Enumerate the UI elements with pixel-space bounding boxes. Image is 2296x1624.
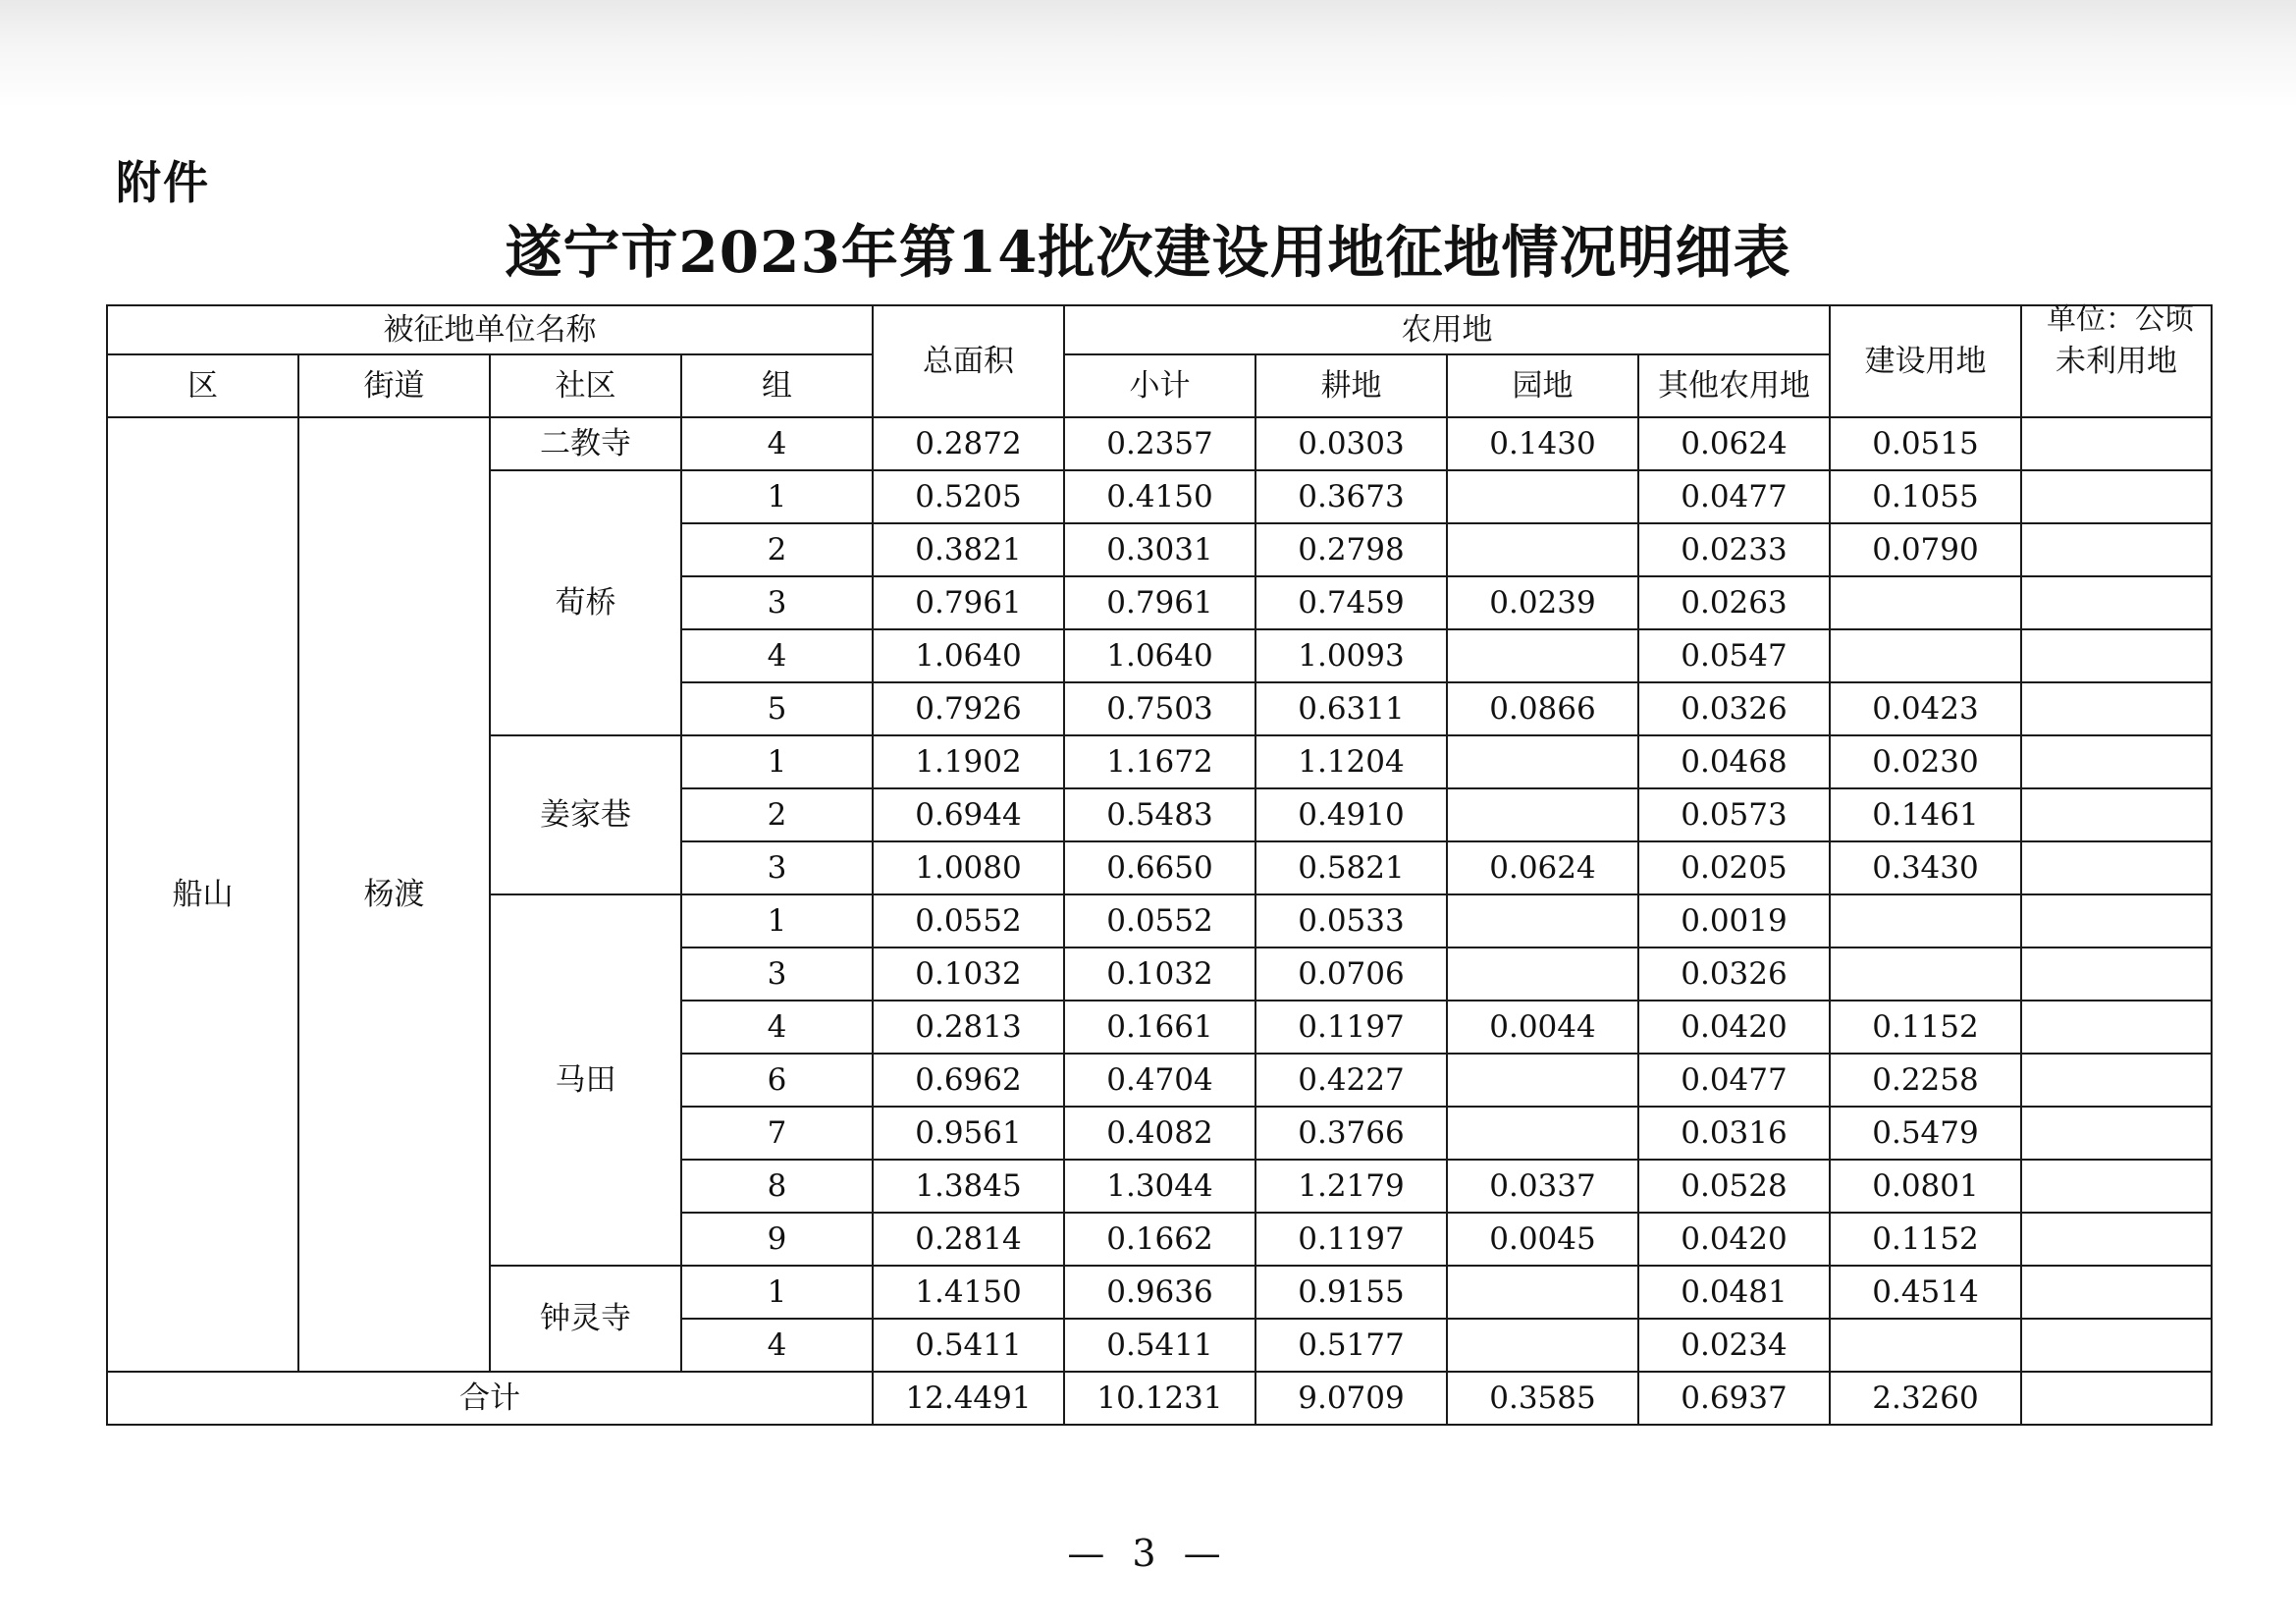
cell-subtotal: 0.5483 [1064,788,1255,841]
cell-other-farmland: 0.0019 [1638,894,1830,947]
cell-unused [2021,1160,2212,1213]
cell-other-farmland: 0.0316 [1638,1107,1830,1160]
cell-construction [1830,947,2021,1001]
cell-total-area: 1.4150 [873,1266,1064,1319]
cell-cultivated: 0.0303 [1255,417,1447,470]
community-cell: 钟灵寺 [490,1266,681,1372]
cell-total-area: 0.2872 [873,417,1064,470]
cell-cultivated: 0.4227 [1255,1054,1447,1107]
totals-unused [2021,1372,2212,1425]
cell-group: 8 [681,1160,873,1213]
cell-subtotal: 0.7961 [1064,576,1255,629]
header-street: 街道 [298,354,490,417]
cell-other-farmland: 0.0234 [1638,1319,1830,1372]
cell-garden: 0.1430 [1447,417,1638,470]
cell-other-farmland: 0.0420 [1638,1213,1830,1266]
cell-group: 3 [681,947,873,1001]
cell-unused [2021,682,2212,735]
cell-group: 2 [681,788,873,841]
cell-garden [1447,735,1638,788]
cell-cultivated: 0.5177 [1255,1319,1447,1372]
cell-total-area: 1.0080 [873,841,1064,894]
cell-unused [2021,1001,2212,1054]
cell-group: 5 [681,682,873,735]
cell-unused [2021,1213,2212,1266]
cell-total-area: 0.2813 [873,1001,1064,1054]
cell-construction [1830,894,2021,947]
cell-group: 6 [681,1054,873,1107]
cell-subtotal: 0.0552 [1064,894,1255,947]
unit-note: 单位：公顷 [2047,302,2194,337]
cell-cultivated: 0.9155 [1255,1266,1447,1319]
cell-total-area: 0.3821 [873,523,1064,576]
header-garden: 园地 [1447,354,1638,417]
cell-unused [2021,1054,2212,1107]
cell-garden [1447,1266,1638,1319]
cell-subtotal: 0.1661 [1064,1001,1255,1054]
cell-subtotal: 0.6650 [1064,841,1255,894]
cell-total-area: 0.5205 [873,470,1064,523]
cell-total-area: 0.1032 [873,947,1064,1001]
header-unused: 未利用地 [2021,305,2212,417]
cell-unused [2021,894,2212,947]
cell-garden [1447,947,1638,1001]
cell-subtotal: 0.4082 [1064,1107,1255,1160]
cell-garden: 0.0044 [1447,1001,1638,1054]
cell-total-area: 0.7926 [873,682,1064,735]
cell-total-area: 1.3845 [873,1160,1064,1213]
cell-garden: 0.0239 [1447,576,1638,629]
table-body [107,417,2212,1372]
cell-cultivated: 0.4910 [1255,788,1447,841]
cell-construction [1830,1319,2021,1372]
land-acquisition-table [106,304,2213,1426]
cell-subtotal: 1.3044 [1064,1160,1255,1213]
cell-cultivated: 0.6311 [1255,682,1447,735]
cell-group: 1 [681,470,873,523]
cell-construction: 0.1152 [1830,1213,2021,1266]
cell-other-farmland: 0.0477 [1638,470,1830,523]
cell-group: 1 [681,894,873,947]
cell-garden [1447,629,1638,682]
cell-other-farmland: 0.0547 [1638,629,1830,682]
cell-cultivated: 1.1204 [1255,735,1447,788]
cell-unused [2021,735,2212,788]
header-other-farmland: 其他农用地 [1638,354,1830,417]
cell-subtotal: 0.1662 [1064,1213,1255,1266]
attachment-label: 附件 [116,156,210,209]
header-total-area: 总面积 [873,305,1064,417]
community-cell: 二教寺 [490,417,681,470]
header-construction: 建设用地 [1830,305,2021,417]
totals-label: 合计 [107,1372,873,1425]
cell-construction: 0.1055 [1830,470,2021,523]
cell-unused [2021,470,2212,523]
cell-subtotal: 0.7503 [1064,682,1255,735]
header-subtotal: 小计 [1064,354,1255,417]
cell-garden [1447,1107,1638,1160]
header-group: 组 [681,354,873,417]
cell-subtotal: 1.0640 [1064,629,1255,682]
community-cell: 马田 [490,894,681,1266]
cell-other-farmland: 0.0481 [1638,1266,1830,1319]
header-community: 社区 [490,354,681,417]
totals-row [107,1372,2212,1425]
cell-subtotal: 0.5411 [1064,1319,1255,1372]
cell-construction: 0.0423 [1830,682,2021,735]
header-cultivated: 耕地 [1255,354,1447,417]
cell-cultivated: 0.0706 [1255,947,1447,1001]
totals-subtotal: 10.1231 [1064,1372,1255,1425]
cell-subtotal: 0.1032 [1064,947,1255,1001]
cell-group: 3 [681,576,873,629]
page-number: — 3 — [1067,1532,1229,1575]
totals-cultivated: 9.0709 [1255,1372,1447,1425]
cell-total-area: 0.6944 [873,788,1064,841]
header-row-1 [107,305,2212,354]
community-cell: 荀桥 [490,470,681,735]
cell-other-farmland: 0.0233 [1638,523,1830,576]
district-cell: 船山 [107,417,298,1372]
cell-cultivated: 1.2179 [1255,1160,1447,1213]
cell-other-farmland: 0.0420 [1638,1001,1830,1054]
cell-other-farmland: 0.0326 [1638,947,1830,1001]
cell-garden [1447,1054,1638,1107]
cell-cultivated: 0.1197 [1255,1001,1447,1054]
cell-garden [1447,523,1638,576]
table-row [107,417,2212,470]
cell-unused [2021,417,2212,470]
cell-unused [2021,947,2212,1001]
totals-construction: 2.3260 [1830,1372,2021,1425]
cell-unused [2021,576,2212,629]
cell-group: 1 [681,1266,873,1319]
cell-garden [1447,470,1638,523]
header-district: 区 [107,354,298,417]
cell-subtotal: 0.3031 [1064,523,1255,576]
cell-garden [1447,788,1638,841]
cell-unused [2021,1319,2212,1372]
cell-other-farmland: 0.0477 [1638,1054,1830,1107]
scan-shade [0,0,2296,108]
cell-other-farmland: 0.0624 [1638,417,1830,470]
cell-group: 3 [681,841,873,894]
cell-construction: 0.0230 [1830,735,2021,788]
cell-cultivated: 0.3766 [1255,1107,1447,1160]
cell-total-area: 0.5411 [873,1319,1064,1372]
cell-construction: 0.4514 [1830,1266,2021,1319]
cell-subtotal: 0.9636 [1064,1266,1255,1319]
cell-garden: 0.0337 [1447,1160,1638,1213]
cell-total-area: 0.7961 [873,576,1064,629]
cell-construction: 0.0515 [1830,417,2021,470]
cell-group: 4 [681,417,873,470]
cell-construction: 0.5479 [1830,1107,2021,1160]
cell-total-area: 0.2814 [873,1213,1064,1266]
cell-unused [2021,788,2212,841]
cell-subtotal: 0.2357 [1064,417,1255,470]
cell-unused [2021,1266,2212,1319]
cell-construction: 0.0790 [1830,523,2021,576]
cell-unused [2021,841,2212,894]
cell-subtotal: 0.4704 [1064,1054,1255,1107]
cell-garden: 0.0045 [1447,1213,1638,1266]
cell-subtotal: 1.1672 [1064,735,1255,788]
cell-unused [2021,523,2212,576]
cell-garden: 0.0866 [1447,682,1638,735]
cell-total-area: 1.0640 [873,629,1064,682]
cell-unused [2021,1107,2212,1160]
street-cell: 杨渡 [298,417,490,1372]
cell-total-area: 0.6962 [873,1054,1064,1107]
cell-garden [1447,894,1638,947]
cell-other-farmland: 0.0263 [1638,576,1830,629]
header-unit-name: 被征地单位名称 [107,305,873,354]
cell-total-area: 0.0552 [873,894,1064,947]
cell-unused [2021,629,2212,682]
cell-construction: 0.3430 [1830,841,2021,894]
cell-group: 7 [681,1107,873,1160]
cell-group: 9 [681,1213,873,1266]
header-farmland: 农用地 [1064,305,1830,354]
cell-construction [1830,576,2021,629]
cell-other-farmland: 0.0528 [1638,1160,1830,1213]
cell-other-farmland: 0.0573 [1638,788,1830,841]
cell-garden [1447,1319,1638,1372]
cell-construction: 0.1461 [1830,788,2021,841]
document-title: 遂宁市2023年第14批次建设用地征地情况明细表 [505,219,1791,286]
cell-construction [1830,629,2021,682]
totals-garden: 0.3585 [1447,1372,1638,1425]
totals-total-area: 12.4491 [873,1372,1064,1425]
community-cell: 姜家巷 [490,735,681,894]
cell-construction: 0.2258 [1830,1054,2021,1107]
cell-group: 4 [681,1319,873,1372]
cell-cultivated: 0.0533 [1255,894,1447,947]
cell-group: 4 [681,1001,873,1054]
cell-other-farmland: 0.0468 [1638,735,1830,788]
cell-garden: 0.0624 [1447,841,1638,894]
cell-cultivated: 0.5821 [1255,841,1447,894]
cell-construction: 0.0801 [1830,1160,2021,1213]
cell-subtotal: 0.4150 [1064,470,1255,523]
cell-cultivated: 0.3673 [1255,470,1447,523]
cell-cultivated: 0.2798 [1255,523,1447,576]
cell-group: 4 [681,629,873,682]
cell-cultivated: 1.0093 [1255,629,1447,682]
cell-cultivated: 0.1197 [1255,1213,1447,1266]
cell-total-area: 1.1902 [873,735,1064,788]
cell-group: 2 [681,523,873,576]
cell-group: 1 [681,735,873,788]
cell-total-area: 0.9561 [873,1107,1064,1160]
totals-other-farmland: 0.6937 [1638,1372,1830,1425]
cell-construction: 0.1152 [1830,1001,2021,1054]
cell-other-farmland: 0.0326 [1638,682,1830,735]
cell-cultivated: 0.7459 [1255,576,1447,629]
cell-other-farmland: 0.0205 [1638,841,1830,894]
